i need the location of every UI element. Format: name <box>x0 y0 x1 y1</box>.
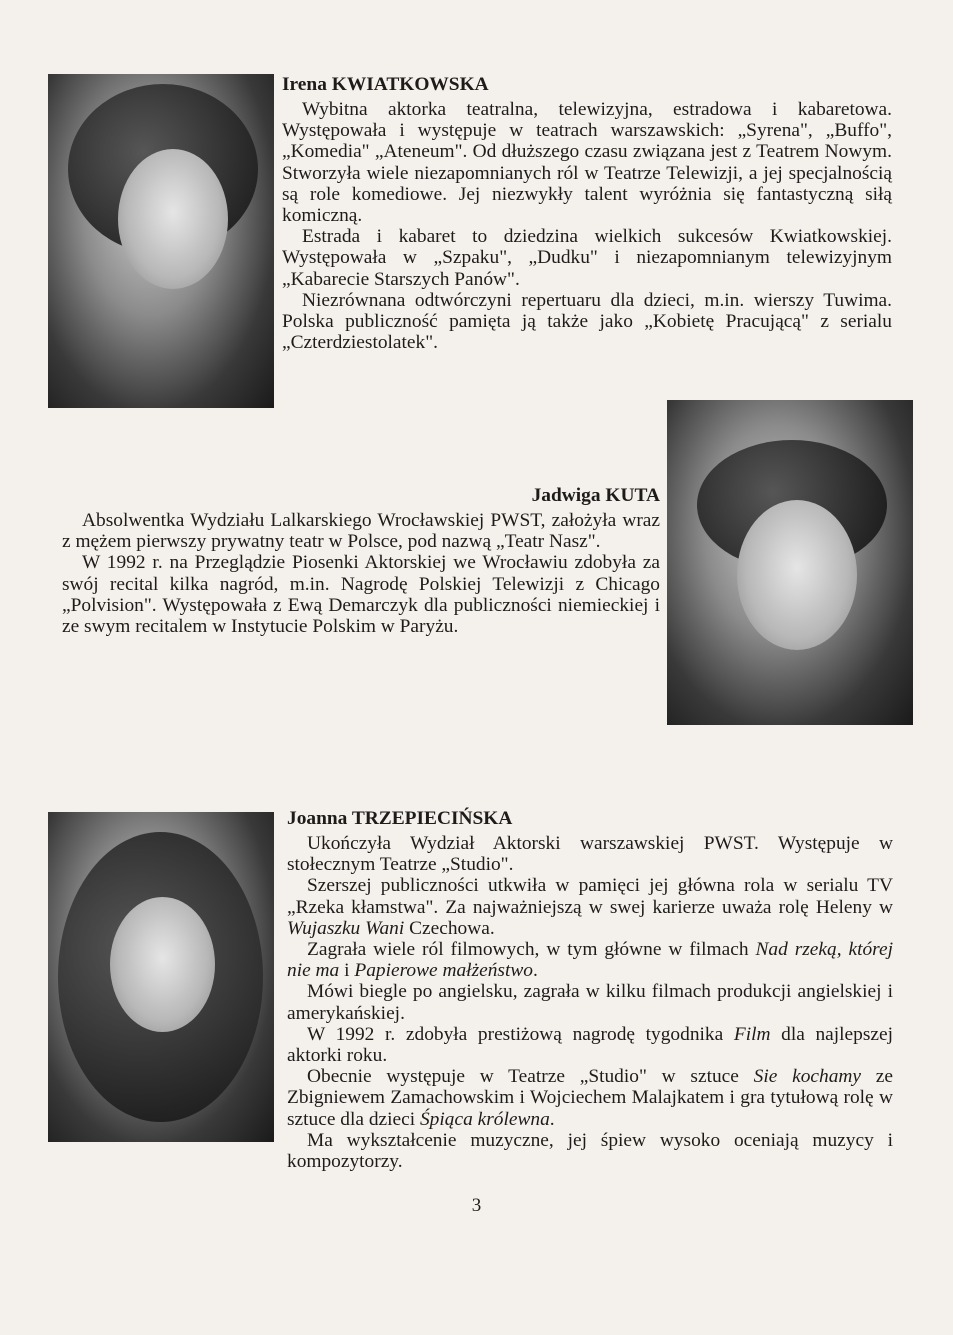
page-number: 3 <box>471 1195 482 1216</box>
section-kwiatkowska <box>282 74 892 353</box>
paragraph: Niezrównana odtwórczyni repertuaru dla dzieci, m.in. wierszy Tuwima. Polska publiczność pamięta ją także jako „Kobietę Pracującą" z serialu „Czterdziestolatek". <box>282 289 892 354</box>
paragraph: Mówi biegle po angielsku, zagrała w kilku filmach produkcji angielskiej i amerykańskiej. <box>287 981 893 1024</box>
actor-name: Joanna TRZEPIECIŃSKA <box>287 808 513 829</box>
paragraph: W 1992 r. zdobyła prestiżową nagrodę tygodnika Film dla najlepszej aktorki roku. <box>287 1023 893 1067</box>
paragraph: Ukończyła Wydział Aktorski warszawskiej PWST. Występuje w stołecznym Teatrze „Studio". <box>287 833 893 876</box>
paragraph: Ma wykształcenie muzyczne, jej śpiew wysoko oceniają muzycy i kompozytorzy. <box>287 1129 893 1173</box>
paragraph: Obecnie występuje w Teatrze „Studio" w sztuce Sie kochamy ze Zbigniewem Zamachowskim i Wojciechem Malajkatem i gra tytułową rolę w sztuce dla dzieci Śpiąca królewna. <box>287 1066 893 1130</box>
photo-joanna-trzepiecinska <box>48 812 274 1142</box>
photo-jadwiga-kuta <box>667 400 913 725</box>
paragraph: W 1992 r. na Przeglądzie Piosenki Aktorskiej we Wrocławiu zdobyła za swój recital kilka nagród, m.in. Nagrodę Polskiej Telewizji z Chicago „Polvision". Występowała z Ewą Demarczyk dla publiczności niemieckiej i ze swym recitalem w Instytucie Polskim w Paryżu. <box>62 552 660 638</box>
section-kuta <box>62 485 660 637</box>
section-trzepiecinska <box>287 808 893 1172</box>
paragraph: Szerszej publiczności utkwiła w pamięci jej główna rola w serialu TV „Rzeka kłamstwa". Za najważniejszą w swej karierze uważa rolę Heleny w Wujaszku Wani Czechowa. <box>287 875 893 939</box>
paragraph: Wybitna aktorka teatralna, telewizyjna, estradowa i kabaretowa. Występowała i występuje w teatrach warszawskich: „Syrena", „Buffo", „Komedia" „Ateneum". Od dłuższego czasu związana jest z Teatrem Nowym. Stworzyła wiele niezapomnianych ról w Teatrze Telewizji, a jej specjalnością są role komediowe. Jej niezwykły talent wyróżnia się fantastyczną siłą komiczną. <box>282 99 892 227</box>
paragraph: Zagrała wiele ról filmowych, w tym główne w filmach Nad rzeką, której nie ma i Papierowe małżeństwo. <box>287 939 893 982</box>
actor-name: Jadwiga KUTA <box>531 485 660 506</box>
actor-name: Irena KWIATKOWSKA <box>282 74 489 95</box>
paragraph: Absolwentka Wydziału Lalkarskiego Wrocławskiej PWST, założyła wraz z mężem pierwszy prywatny teatr w Polsce, pod nazwą „Teatr Nasz". <box>62 510 660 553</box>
paragraph: Estrada i kabaret to dziedzina wielkich sukcesów Kwiatkowskiej. Występowała w „Szpaku", „Dudku" i niezapomnianym telewizyjnym „Kabarecie Starszych Panów". <box>282 226 892 290</box>
photo-irena-kwiatkowska <box>48 74 274 408</box>
